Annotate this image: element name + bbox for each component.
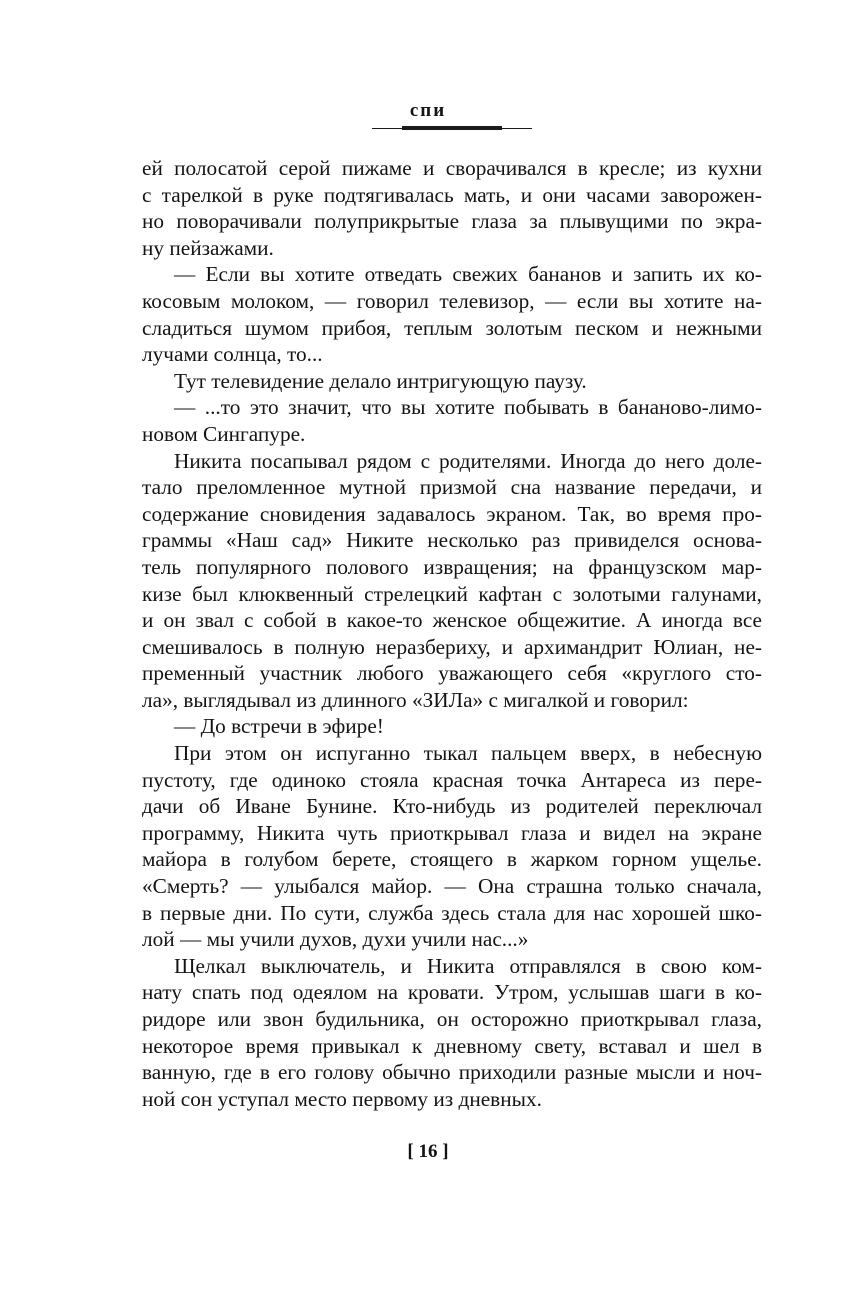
text-line: ной сон уступал место первому из дневных.: [142, 1086, 542, 1111]
text-line: кизе был клюквенный стрелецкий кафтан с золотыми галунами,: [142, 581, 762, 606]
text-line: Щелкал выключатель, и Никита отправлялся в свою ком-: [174, 953, 762, 978]
text-line: тало преломленное мутной призмой сна название передачи, и: [142, 475, 762, 500]
text-line: ридоре или звон будильника, он осторожно приоткрывал глаза,: [142, 1007, 762, 1031]
text-line: и он звал с собой в какое-то женское общежитие. А иногда все: [142, 608, 762, 633]
text-line: в первые дни. По сути, служба здесь стала для нас хорошей шко-: [142, 900, 762, 925]
text-line: но поворачивали полуприкрытые глаза за плывущими по экра-: [142, 209, 762, 234]
text-line: некоторое время привыкал к дневному свету, вставал и шел в: [142, 1033, 762, 1058]
text-line: ну пейзажами.: [142, 235, 274, 260]
text-line: Никита посапывал рядом с родителями. Иногда до него доле-: [174, 448, 762, 473]
text-line: программу, Никита чуть приоткрывал глаза и видел на экране: [142, 820, 762, 845]
text-line: сладиться шумом прибоя, теплым золотым песком и нежными: [142, 315, 762, 340]
text-line: нату спать под одеялом на кровати. Утром, услышав шаги в ко-: [142, 980, 762, 1005]
text-line: косовым молоком, — говорил телевизор, — если вы хотите на-: [142, 288, 762, 313]
text-line: пременный участник любого уважающего себя «круглого сто-: [142, 661, 762, 686]
text-line: При этом он испуганно тыкал пальцем вверх, в небесную: [174, 741, 762, 766]
text-line: дачи об Иване Бунине. Кто-нибудь из родителей переключал: [142, 794, 762, 819]
text-line: новом Сингапуре.: [142, 421, 306, 446]
header-rule-bold: [402, 126, 502, 130]
text-line: с тарелкой в руке подтягивалась мать, и они часами заворожен-: [142, 182, 762, 207]
text-line: — Если вы хотите отведать свежих бананов и запить их ко-: [174, 262, 762, 287]
text-line: — ...то это значит, что вы хотите побывать в бананово-лимо-: [174, 395, 762, 420]
text-line: ла», выглядывал из длинного «ЗИЛа» с мигалкой и говорил:: [142, 687, 689, 712]
text-line: тель популярного полового извращения; на французском мар-: [142, 554, 762, 579]
text-line: — До встречи в эфире!: [174, 714, 384, 739]
text-line: граммы «Наш сад» Никите несколько раз привиделся основа-: [142, 528, 762, 553]
text-line: Тут телевидение делало интригующую паузу.: [174, 368, 587, 393]
page-number: [ 16 ]: [407, 1141, 449, 1162]
text-line: пустоту, где одиноко стояла красная точка Антареса из пере-: [142, 767, 762, 792]
body-text: [142, 155, 762, 1112]
text-line: ванную, где в его голову обычно приходили разные мысли и ноч-: [142, 1060, 762, 1085]
running-head-title: спи: [409, 100, 447, 121]
text-line: ей полосатой серой пижаме и сворачивался в кресле; из кухни: [142, 156, 762, 180]
text-line: лучами солнца, то...: [142, 342, 323, 367]
text-line: майора в голубом берете, стоящего в жарком горном ущелье.: [142, 847, 762, 872]
text-line: «Смерть? — улыбался майор. — Она страшна только сначала,: [142, 874, 762, 899]
text-line: содержание сновидения задавалось экраном. Так, во время про-: [142, 501, 762, 526]
text-line: лой — мы учили духов, духи учили нас...»: [142, 927, 529, 952]
text-line: смешивалось в полную неразбериху, и архимандрит Юлиан, не-: [142, 634, 762, 659]
